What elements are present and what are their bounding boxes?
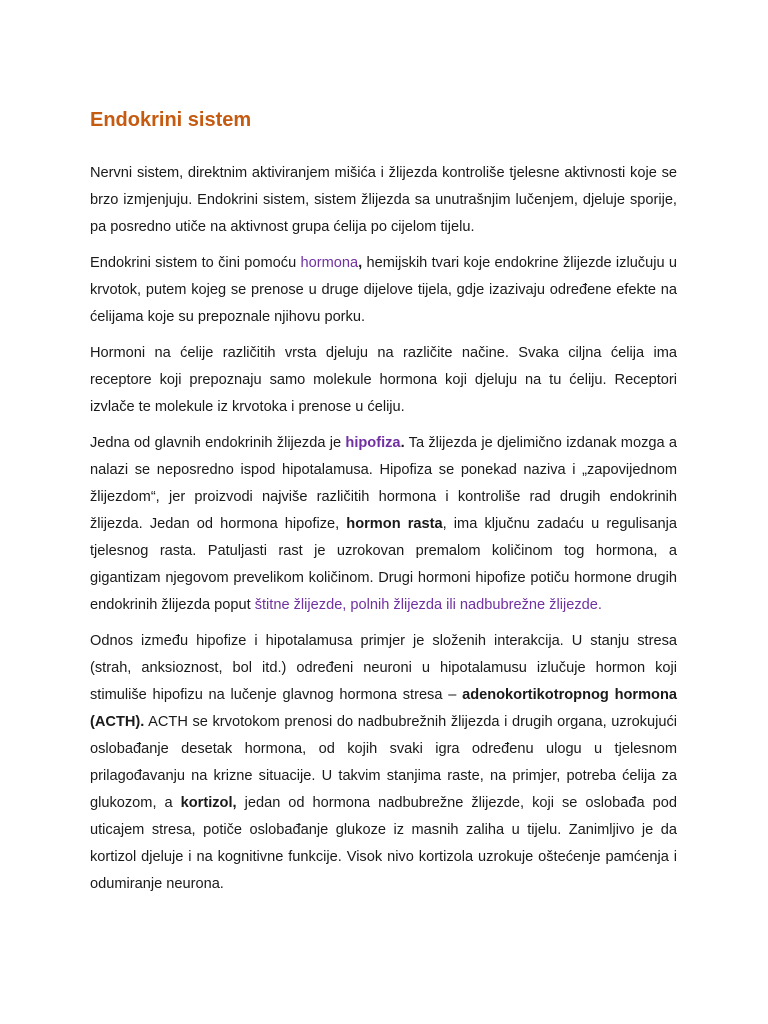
document-page: [90, 104, 677, 907]
paragraph-5-text-1: Odnos između hipofize i hipotalamusa primjer je složenih interakcija. U stanju stresa (strah, anksioznost, bol itd.) određeni neuroni u hipotalamusu izlučuje hormon koji stimuliše hipofizu na lučenje glavnog hormona stresa –: [90, 633, 677, 703]
paragraph-4-text-3: , ima ključnu zadaću u regulisanja tjelesnog rasta. Patuljasti rast je uzrokovan premalom količinom tog hormona, a gigantizam njegovom prevelikom količinom. Drugi hormoni hipofize potiču hormone drugih endokrinih žlijezda poput: [90, 516, 677, 613]
link-hormona[interactable]: hormona: [300, 255, 359, 271]
term-hormon-rasta: hormon rasta: [346, 516, 443, 532]
paragraph-5-text-2: ACTH se krvotokom prenosi do nadbubrežnih žlijezda i drugih organa, uzrokujući oslobađanje desetak hormona, od kojih svaki igra određenu ulogu u tjelesnom prilagođavanju na krizne situacije. U takvim stanjima raste, na primjer, potreba ćelija za glukozom, a: [90, 714, 677, 811]
paragraph-2-text-1: Endokrini sistem to čini pomoću: [90, 255, 301, 271]
document-title: Endokrini sistem: [90, 109, 252, 131]
paragraph-5-text-3: jedan od hormona nadbubrežne žlijezde, koji se oslobađa pod uticajem stresa, potiče oslobađanje glukoze iz masnih zaliha u tijelu. Zanimljivo je da kortizol djeluje i na kognitivne funkcije. Visok nivo kortizola uzrokuje oštećenje pamćenja i odumiranje neurona.: [90, 795, 677, 892]
link-zlijezde[interactable]: štitne žlijezde, polnih žlijezda ili nadbubrežne žlijezde.: [254, 597, 602, 613]
paragraph-2: [90, 250, 677, 331]
paragraph-4-text-2: Ta žlijezda je djelimično izdanak mozga a nalazi se neposredno ispod hipotalamusa. Hipofiza se ponekad naziva i „zapovijednom žlijezdom“, jer proizvodi najviše različitih hormona i kontroliše rad drugih endokrinih žlijezda. Jedan od hormona hipofize,: [90, 435, 678, 532]
paragraph-4-period: .: [400, 435, 405, 451]
paragraph-2-comma: ,: [358, 255, 363, 271]
term-kortizol: kortizol,: [180, 795, 237, 811]
term-acth: adenokortikotropnog hormona (ACTH).: [90, 687, 677, 730]
paragraph-5: [90, 628, 677, 898]
paragraph-1: Nervni sistem, direktnim aktiviranjem mišića i žlijezda kontroliše tjelesne aktivnosti koje se brzo izmjenjuju. Endokrini sistem, sistem žlijezda sa unutrašnjim lučenjem, djeluje sporije, pa posredno utiče na aktivnost grupa ćelija po cijelom tijelu.: [90, 165, 677, 235]
paragraph-2-text-2: hemijskih tvari koje endokrine žlijezde izlučuju u krvotok, putem kojeg se prenose u druge dijelove tijela, gdje izazivaju određene efekte na ćelijama koje su prepoznale njihovu porku.: [90, 255, 677, 325]
paragraph-4-text-1: Jedna od glavnih endokrinih žlijezda je: [90, 435, 346, 451]
paragraph-4: [90, 430, 677, 619]
paragraph-3: Hormoni na ćelije različitih vrsta djeluju na različite načine. Svaka ciljna ćelija ima receptore koji prepoznaju samo molekule hormona koji djeluju na tu ćeliju. Receptori izvlače te molekule iz krvotoka i prenose u ćeliju.: [90, 345, 677, 415]
link-hipofiza[interactable]: hipofiza: [345, 435, 401, 451]
